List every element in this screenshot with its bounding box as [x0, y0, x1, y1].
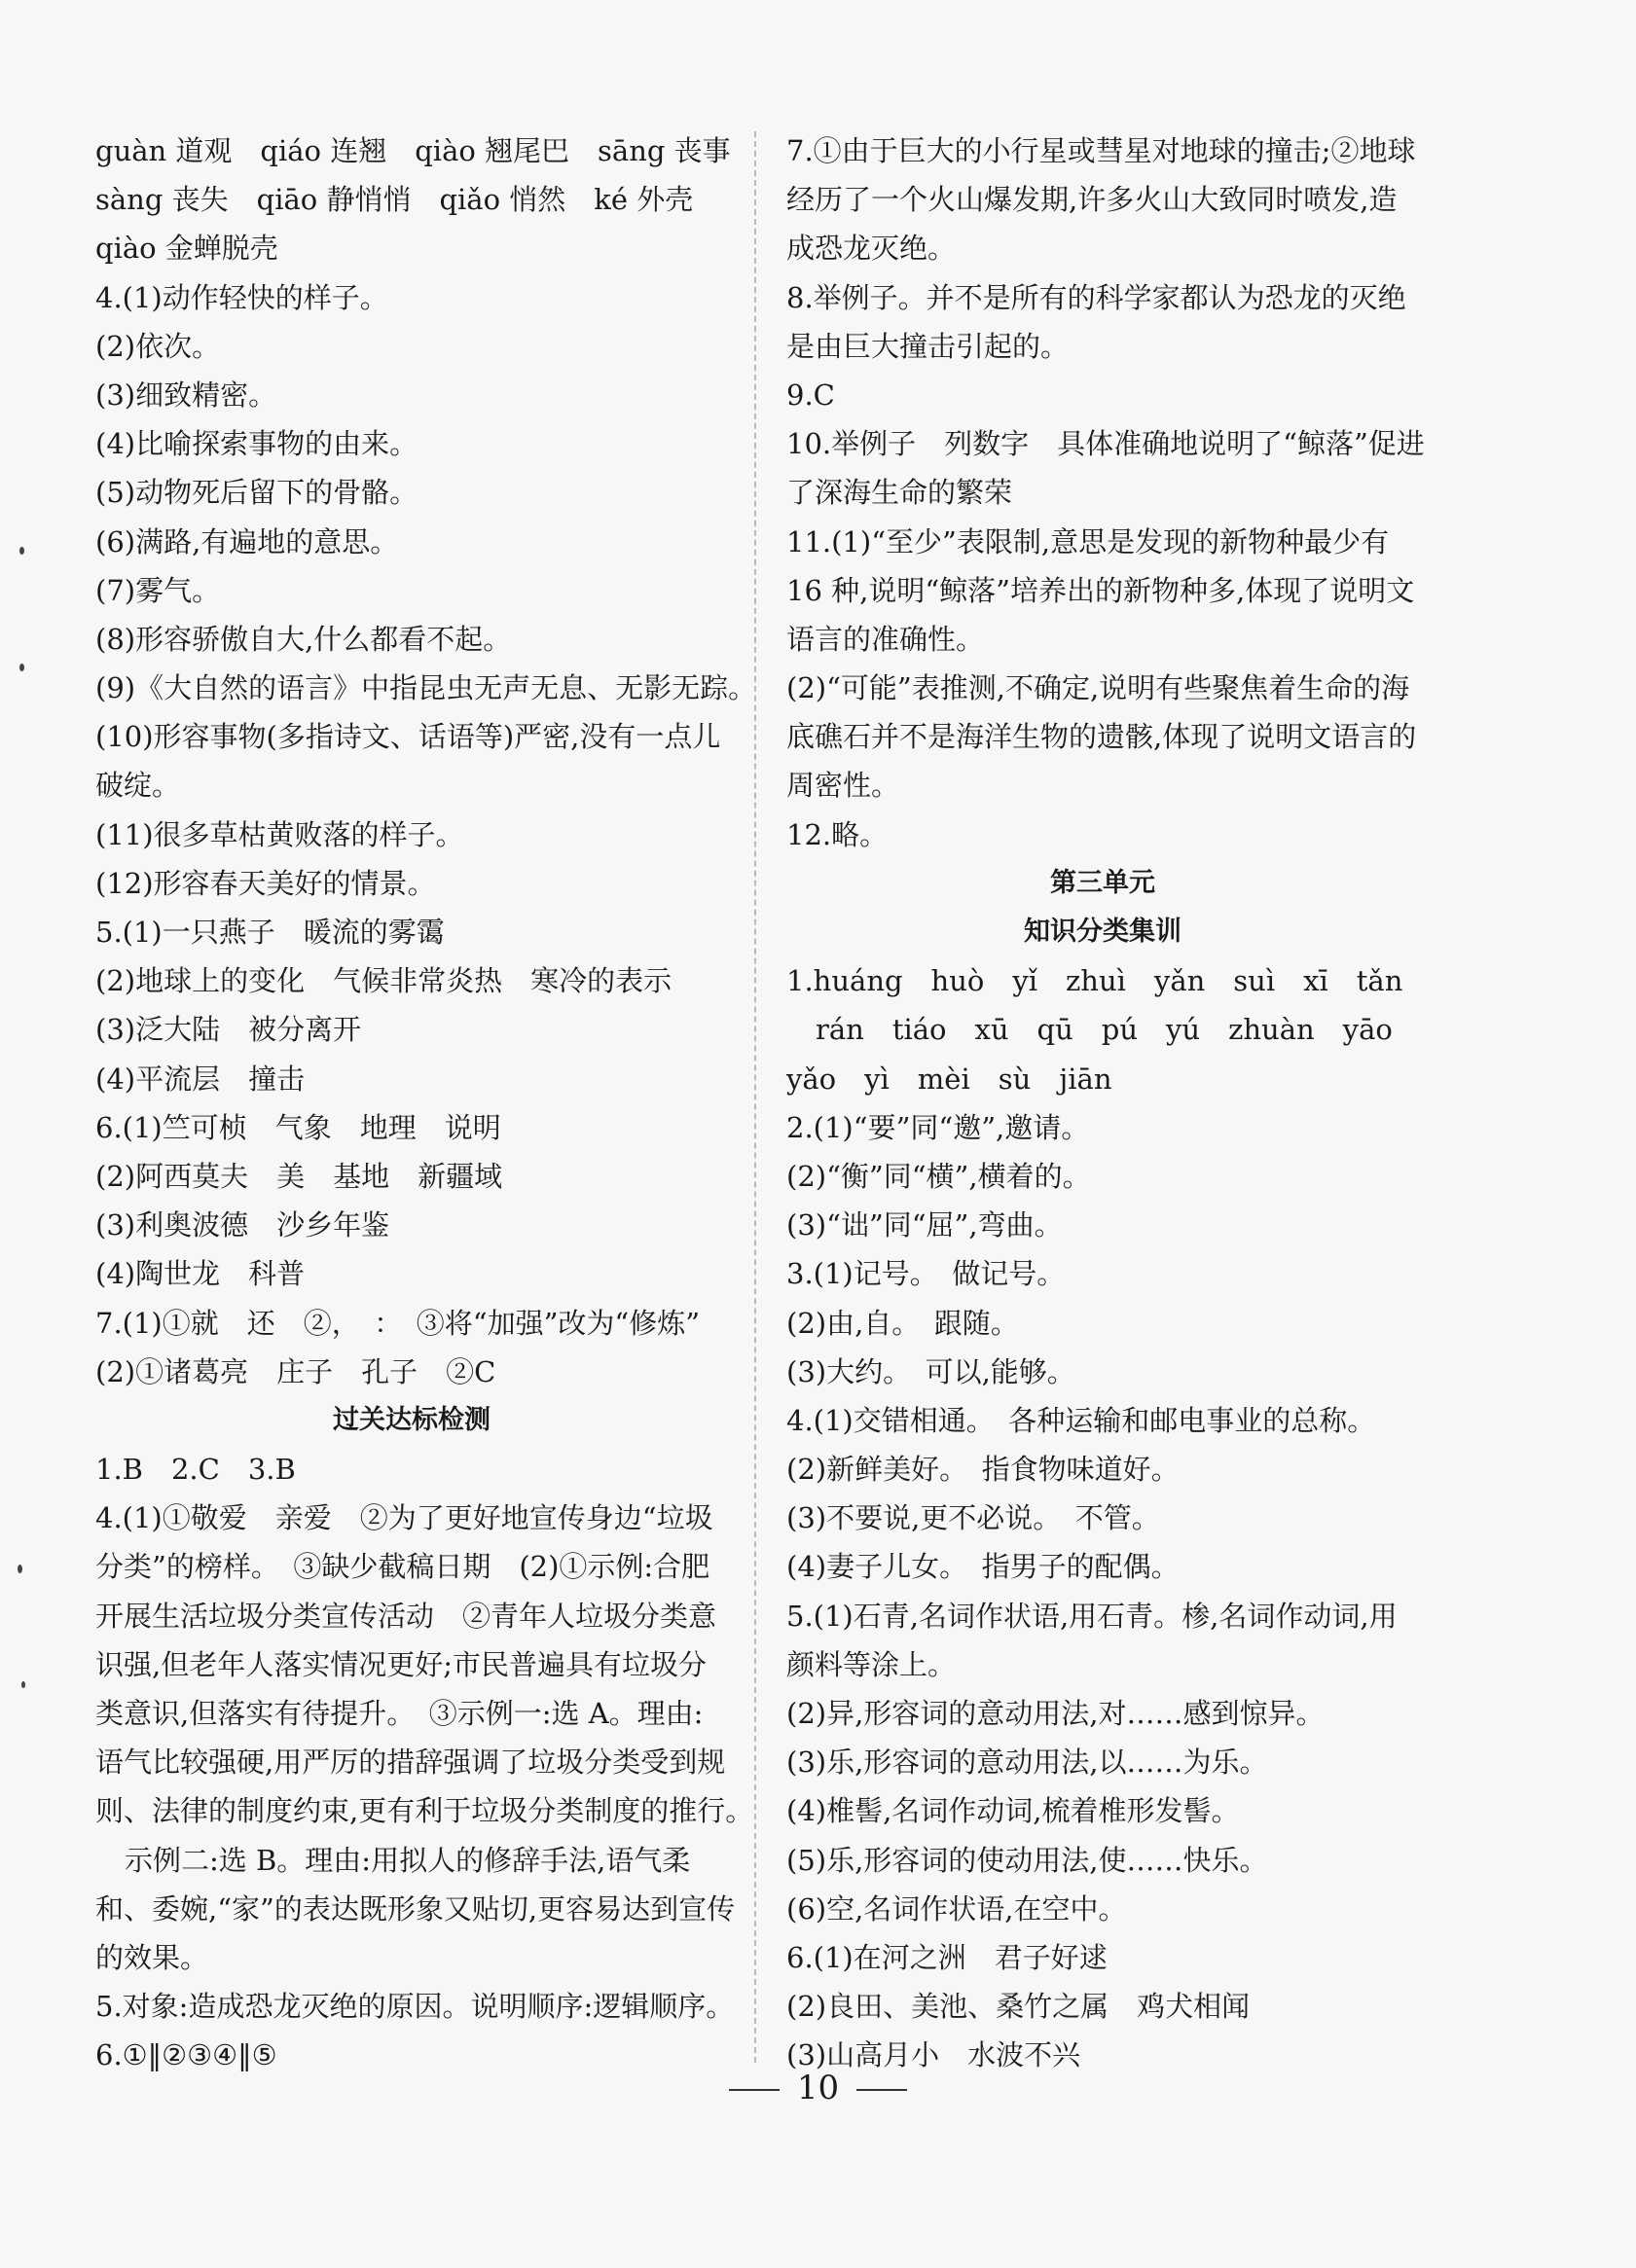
answer-line: 开展生活垃圾分类宣传活动 ②青年人垃圾分类意 [95, 1599, 717, 1633]
answer-line: 6.(1)在河之洲 君子好逑 [786, 1940, 1108, 1974]
answer-line: 6.①‖②③④‖⑤ [95, 2038, 277, 2072]
answer-line: (2)地球上的变化 气候非常炎热 寒冷的表示 [95, 964, 673, 998]
answer-line: (2)良田、美池、桑竹之属 鸡犬相闻 [786, 1990, 1251, 2024]
answer-line: 5.(1)一只燕子 暖流的雾霭 [95, 916, 445, 949]
answer-line: (2)阿西莫夫 美 基地 新疆域 [95, 1159, 503, 1193]
answer-line: (8)形容骄傲自大,什么都看不起。 [95, 622, 512, 656]
answer-line: 和、委婉,“家”的表达既形象又贴切,更容易达到宣传 [95, 1891, 736, 1926]
answer-line: 识强,但老年人落实情况更好;市民普遍具有垃圾分 [95, 1647, 707, 1681]
answer-line: (4)比喻探索事物的由来。 [95, 427, 418, 461]
answer-line: 的效果。 [95, 1940, 209, 1974]
answer-line: (11)很多草枯黄败落的样子。 [95, 817, 464, 851]
answer-line: 2.(1)“要”同“邀”,邀请。 [786, 1110, 1090, 1144]
answer-line: 颜料等涂上。 [786, 1647, 957, 1681]
section-heading: 第三单元 [1050, 867, 1155, 898]
answer-line: (2)①诸葛亮 庄子 孔子 ②C [95, 1354, 496, 1388]
answer-line: (3)乐,形容词的意动用法,以……为乐。 [786, 1746, 1268, 1780]
answer-line: 9.C [786, 378, 835, 412]
answer-line: 则、法律的制度约束,更有利于垃圾分类制度的推行。 [95, 1794, 754, 1828]
answer-line: 是由巨大撞击引起的。 [786, 329, 1070, 363]
answer-line: (6)满路,有遍地的意思。 [95, 524, 399, 558]
answer-line: 底礁石并不是海洋生物的遗骸,体现了说明文语言的 [786, 720, 1417, 754]
answer-line: (5)动物死后留下的骨骼。 [95, 476, 418, 510]
answer-line: 8.举例子。并不是所有的科学家都认为恐龙的灭绝 [786, 280, 1406, 314]
page-number: 10 [796, 2069, 840, 2107]
page-footer [0, 2069, 1636, 2107]
answer-line: (4)平流层 撞击 [95, 1062, 306, 1096]
answer-line: (3)大约。 可以,能够。 [786, 1354, 1075, 1388]
answer-line: (2)依次。 [95, 329, 221, 363]
answer-line: 12.略。 [786, 817, 889, 851]
answer-line: (9)《大自然的语言》中指昆虫无声无息、无影无踪。 [95, 671, 757, 705]
answer-line: 周密性。 [786, 769, 900, 803]
answer-line: 1.B 2.C 3.B [95, 1453, 296, 1487]
answer-line: (2)由,自。 跟随。 [786, 1306, 1019, 1340]
answer-line: 4.(1)交错相通。 各种运输和邮电事业的总称。 [786, 1403, 1376, 1437]
answer-line: (4)椎髻,名词作动词,梳着椎形发髻。 [786, 1794, 1240, 1828]
answer-line: 类意识,但落实有待提升。 ③示例一:选 A。理由: [95, 1697, 704, 1730]
answer-line: (6)空,名词作状语,在空中。 [786, 1891, 1127, 1926]
margin-speck [19, 664, 24, 671]
answer-line: 语言的准确性。 [786, 622, 985, 656]
margin-speck [19, 547, 24, 555]
answer-line: (5)乐,形容词的使动用法,使……快乐。 [786, 1843, 1268, 1877]
answer-line: (12)形容春天美好的情景。 [95, 866, 436, 900]
answer-line: qiào 金蝉脱壳 [95, 232, 278, 266]
answer-line: 示例二:选 B。理由:用拟人的修辞手法,语气柔 [125, 1843, 691, 1877]
answer-line: 16 种,说明“鲸落”培养出的新物种多,体现了说明文 [786, 573, 1415, 607]
answer-line: 了深海生命的繁荣 [786, 476, 1013, 510]
answer-line: (7)雾气。 [95, 573, 221, 607]
answer-line: (3)泛大陆 被分离开 [95, 1013, 362, 1047]
answer-line: (3)不要说,更不必说。 不管。 [786, 1501, 1160, 1535]
answer-line: 11.(1)“至少”表限制,意思是发现的新物种最少有 [786, 524, 1390, 558]
left-column [95, 126, 757, 2080]
margin-speck [21, 1681, 25, 1688]
answer-line: 破绽。 [95, 769, 181, 803]
answer-line: 7.①由于巨大的小行星或彗星对地球的撞击;②地球 [786, 134, 1416, 167]
right-column [786, 126, 1425, 2080]
answer-line: 经历了一个火山爆发期,许多火山大致同时喷发,造 [786, 183, 1398, 217]
answer-line: 5.对象:造成恐龙灭绝的原因。说明顺序:逻辑顺序。 [95, 1990, 735, 2024]
answer-line: yǎo yì mèi sù jiān [786, 1062, 1112, 1096]
answer-line: (4)妻子儿女。 指男子的配偶。 [786, 1550, 1180, 1584]
column-divider [754, 131, 756, 2063]
answer-line: sàng 丧失 qiāo 静悄悄 qiǎo 悄然 ké 外壳 [95, 183, 694, 217]
answer-line: 1.huáng huò yǐ zhuì yǎn suì xī tǎn [786, 964, 1403, 998]
section-heading: 知识分类集训 [1024, 917, 1182, 947]
answer-line: 3.(1)记号。 做记号。 [786, 1257, 1066, 1291]
answer-line: 4.(1)动作轻快的样子。 [95, 280, 388, 314]
answer-line: 成恐龙灭绝。 [786, 232, 957, 266]
answer-line: 10.举例子 列数字 具体准确地说明了“鲸落”促进 [786, 427, 1425, 461]
answer-line: (2)“衡”同“横”,横着的。 [786, 1159, 1091, 1193]
answer-line: (2)新鲜美好。 指食物味道好。 [786, 1453, 1180, 1487]
answer-line: (3)细致精密。 [95, 378, 277, 412]
answer-line: 7.(1)①就 还 ②， ： ③将“加强”改为“修炼” [95, 1306, 701, 1340]
answer-line: guàn 道观 qiáo 连翘 qiào 翘尾巴 sāng 丧事 [95, 134, 731, 167]
footer-dash-right [856, 2089, 907, 2091]
answer-line: rán tiáo xū qū pú yú zhuàn yāo [816, 1013, 1393, 1047]
answer-line: 6.(1)竺可桢 气象 地理 说明 [95, 1110, 501, 1144]
answer-line: (3)“诎”同“屈”,弯曲。 [786, 1208, 1063, 1242]
answer-line: (2)异,形容词的意动用法,对……感到惊异。 [786, 1697, 1325, 1730]
answer-line: 5.(1)石青,名词作状语,用石青。椮,名词作动词,用 [786, 1599, 1398, 1633]
answer-line: 4.(1)①敬爱 亲爱 ②为了更好地宣传身边“垃圾 [95, 1501, 713, 1535]
answer-line: (10)形容事物(多指诗文、话语等)严密,没有一点儿 [95, 720, 721, 754]
answer-line: (3)山高月小 水波不兴 [786, 2038, 1081, 2072]
answer-line: 分类”的榜样。 ③缺少截稿日期 (2)①示例:合肥 [95, 1550, 710, 1584]
answer-line: (4)陶世龙 科普 [95, 1257, 306, 1291]
answer-line: (3)利奥波德 沙乡年鉴 [95, 1208, 390, 1242]
margin-speck [18, 1565, 22, 1573]
footer-dash-left [729, 2089, 780, 2091]
answer-line: (2)“可能”表推测,不确定,说明有些聚焦着生命的海 [786, 671, 1410, 705]
answer-line: 语气比较强硬,用严厉的措辞强调了垃圾分类受到规 [95, 1746, 726, 1780]
section-heading: 过关达标检测 [333, 1404, 491, 1435]
